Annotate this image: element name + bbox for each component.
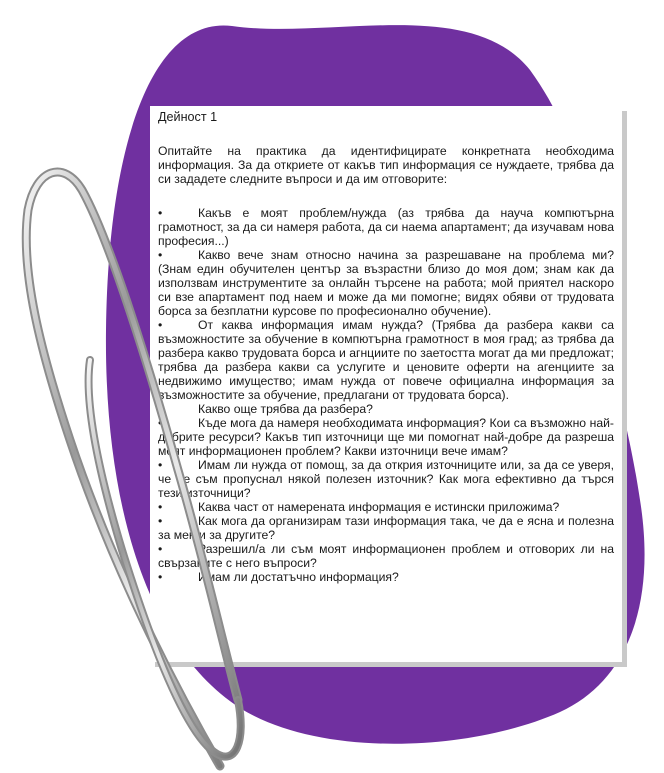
- list-item: [158, 248, 614, 318]
- bullet-icon: •: [158, 248, 163, 262]
- bullet-icon: •: [158, 570, 163, 584]
- list-item-text: Какво още трябва да разбера?: [198, 402, 373, 416]
- bullet-icon: •: [158, 500, 163, 514]
- bullet-icon: •: [158, 542, 163, 556]
- list-item-text: Каква част от намерената информация е истински приложима?: [198, 500, 560, 514]
- list-item: [158, 500, 614, 514]
- list-item: [158, 416, 614, 458]
- list-item: [158, 402, 614, 416]
- list-item: [158, 318, 614, 402]
- list-item-text: Имам ли нужда от помощ, за да открия източниците или, за да се уверя, че не съм пропуснал някой полезен източник? Как мога ефективно да търся тези източници?: [158, 458, 614, 500]
- activity-title: Дейност 1: [158, 110, 218, 124]
- activity-intro: Опитайте на практика да идентифицирате конкретната необходима информация. За да откриете от какъв тип информация се нуждаете, трябва да си зададете следните въпроси и да им отговорите:: [158, 144, 614, 186]
- list-item-text: Разрешил/а ли съм моят информационен проблем и отговорих ли на свързаните с него въпроси?: [158, 542, 614, 570]
- list-item-text: Какъв е моят проблем/нужда (аз трябва да науча компютърна грамотност, за да си намеря работа, да си наема апартамент; да изучавам нова професия...): [158, 206, 614, 248]
- activity-card: [150, 106, 622, 662]
- list-item: [158, 458, 614, 500]
- list-item-text: От каква информация имам нужда? (Трябва да разбера какви са възможностите за обучение в компютърна грамотност в моя град; аз трябва да разбера какво трудовата борса и агнциите по заетостта могат да ми предложат; трябва да разбера какви са услугите и ценовите оферти на агенциите за недвижимо имущество; имам нужда от повече официална информация за възможностите за обучение, предлагани от трудовата борса).: [158, 318, 614, 402]
- list-item: [158, 570, 614, 584]
- list-item-text: Какво вече знам относно начина за разрешаване на проблема ми? (Знам един обучителен център за възрастни близо до моя дом; знам как да използвам инструментите за онлайн търсене на работа; мой приятел наскоро си взе апартамент под наем и може да ми помогне; видях обяви от трудовата борса за безплатни курсове по професионално обучение).: [158, 248, 614, 318]
- bullet-icon: •: [158, 206, 163, 220]
- bullet-icon: •: [158, 402, 163, 416]
- bullet-icon: •: [158, 318, 163, 332]
- bullet-icon: •: [158, 416, 163, 430]
- bullet-icon: •: [158, 514, 163, 528]
- list-item-text: Имам ли достатъчно информация?: [198, 570, 399, 584]
- list-item: [158, 542, 614, 570]
- question-list: [158, 206, 614, 584]
- list-item: [158, 514, 614, 542]
- bullet-icon: •: [158, 458, 163, 472]
- list-item: [158, 206, 614, 248]
- list-item-text: Къде мога да намеря необходимата информация? Кои са възможно най-добрите ресурси? Какъв тип източници ще ми помогнат най-добре да разреша моят информационен проблем? Какви източници вече имам?: [158, 416, 614, 458]
- list-item-text: Как мога да организирам тази информация така, че да е ясна и полезна за мен и за другите?: [158, 514, 614, 542]
